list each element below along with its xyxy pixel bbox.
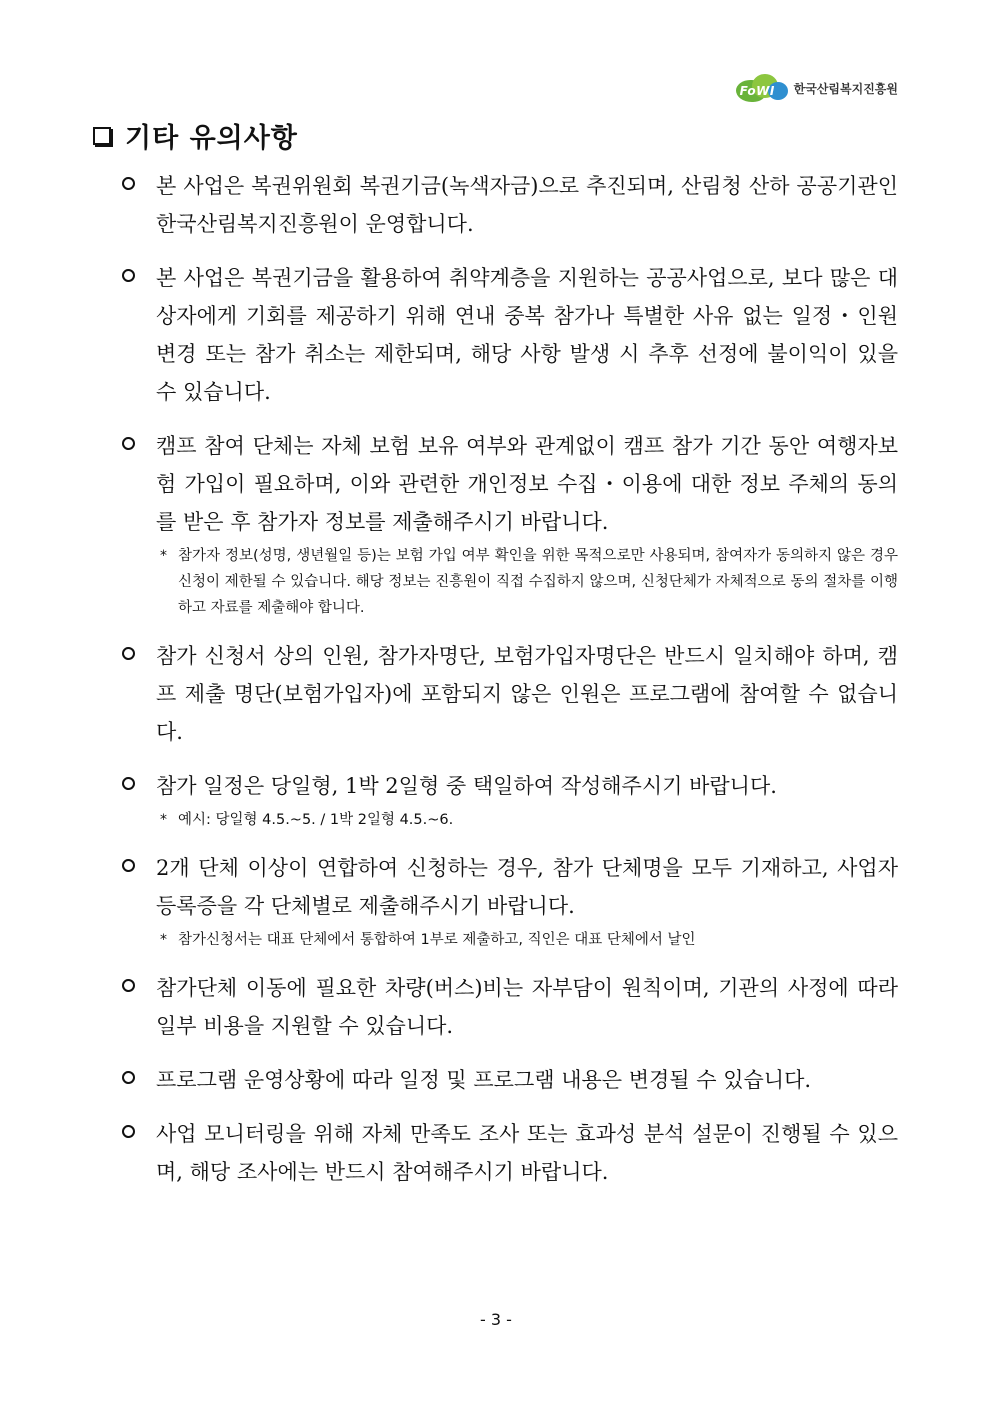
item-text: 사업 모니터링을 위해 자체 만족도 조사 또는 효과성 분석 설문이 진행될 수 있으며, 해당 조사에는 반드시 참여해주시기 바랍니다. (156, 1122, 898, 1184)
footnote-text: 참가자 정보(성명, 생년월일 등)는 보험 가입 여부 확인을 위한 목적으로만 사용되며, 참여자가 동의하지 않은 경우 신청이 제한될 수 있습니다. 해당 정보는 진흥원이 직접 수집하지 않으며, 신청단체가 자체적으로 동의 절차를 이행하고 자료를 제출해야 합니다. (178, 548, 898, 616)
circle-bullet-icon (122, 647, 135, 660)
list-item (120, 167, 898, 243)
item-text: 프로그램 운영상황에 따라 일정 및 프로그램 내용은 변경될 수 있습니다. (156, 1068, 812, 1092)
circle-bullet-icon (122, 777, 135, 790)
notice-list (120, 167, 898, 1207)
item-text: 참가 일정은 당일형, 1박 2일형 중 택일하여 작성해주시기 바랍니다. (156, 774, 777, 798)
circle-bullet-icon (122, 437, 135, 450)
list-item (120, 427, 898, 621)
circle-bullet-icon (122, 1125, 135, 1138)
list-item (120, 849, 898, 953)
section-title: 기타 유의사항 (125, 123, 298, 154)
page-number: - 3 - (480, 1310, 512, 1329)
circle-bullet-icon (122, 979, 135, 992)
logo-mark-text: FoWI (739, 84, 775, 98)
item-text: 참가 신청서 상의 인원, 참가자명단, 보험가입자명단은 반드시 일치해야 하며, 캠프 제출 명단(보험가입자)에 포함되지 않은 인원은 프로그램에 참여할 수 없습니다. (156, 644, 898, 744)
logo-mark (736, 74, 788, 102)
circle-bullet-icon (122, 1071, 135, 1084)
circle-bullet-icon (122, 859, 135, 872)
item-text: 참가단체 이동에 필요한 차량(버스)비는 자부담이 원칙이며, 기관의 사정에 따라 일부 비용을 지원할 수 있습니다. (156, 976, 898, 1038)
square-bullet-icon (93, 127, 111, 145)
section-heading (93, 116, 298, 155)
footnote (138, 543, 898, 621)
asterisk-mark: * (160, 812, 167, 828)
item-text: 캠프 참여 단체는 자체 보험 보유 여부와 관계없이 캠프 참가 기간 동안 여행자보험 가입이 필요하며, 이와 관련한 개인정보 수집・이용에 대한 정보 주체의 동의를 받은 후 참가자 정보를 제출해주시기 바랍니다. (156, 434, 898, 534)
footnote (138, 927, 898, 953)
item-text: 2개 단체 이상이 연합하여 신청하는 경우, 참가 단체명을 모두 기재하고, 사업자등록증을 각 단체별로 제출해주시기 바랍니다. (156, 856, 898, 918)
asterisk-mark: * (160, 548, 167, 564)
list-item (120, 259, 898, 411)
asterisk-mark: * (160, 932, 167, 948)
item-text: 본 사업은 복권위원회 복권기금(녹색자금)으로 추진되며, 산림청 산하 공공기관인 한국산림복지진흥원이 운영합니다. (156, 174, 898, 236)
footnote-text: 참가신청서는 대표 단체에서 통합하여 1부로 제출하고, 직인은 대표 단체에서 날인 (178, 932, 696, 948)
item-text: 본 사업은 복권기금을 활용하여 취약계층을 지원하는 공공사업으로, 보다 많은 대상자에게 기회를 제공하기 위해 연내 중복 참가나 특별한 사유 없는 일정・인원 변경 또는 참가 취소는 제한되며, 해당 사항 발생 시 추후 선정에 불이익이 있을 수 있습니다. (156, 266, 898, 404)
list-item (120, 969, 898, 1045)
list-item (120, 767, 898, 833)
circle-bullet-icon (122, 177, 135, 190)
list-item (120, 637, 898, 751)
list-item (120, 1115, 898, 1191)
list-item (120, 1061, 898, 1099)
circle-bullet-icon (122, 269, 135, 282)
footnote (156, 807, 898, 833)
org-name: 한국산림복지진흥원 (793, 81, 898, 96)
org-logo (736, 74, 898, 102)
footnote-text: 예시: 당일형 4.5.~5. / 1박 2일형 4.5.~6. (178, 812, 454, 828)
